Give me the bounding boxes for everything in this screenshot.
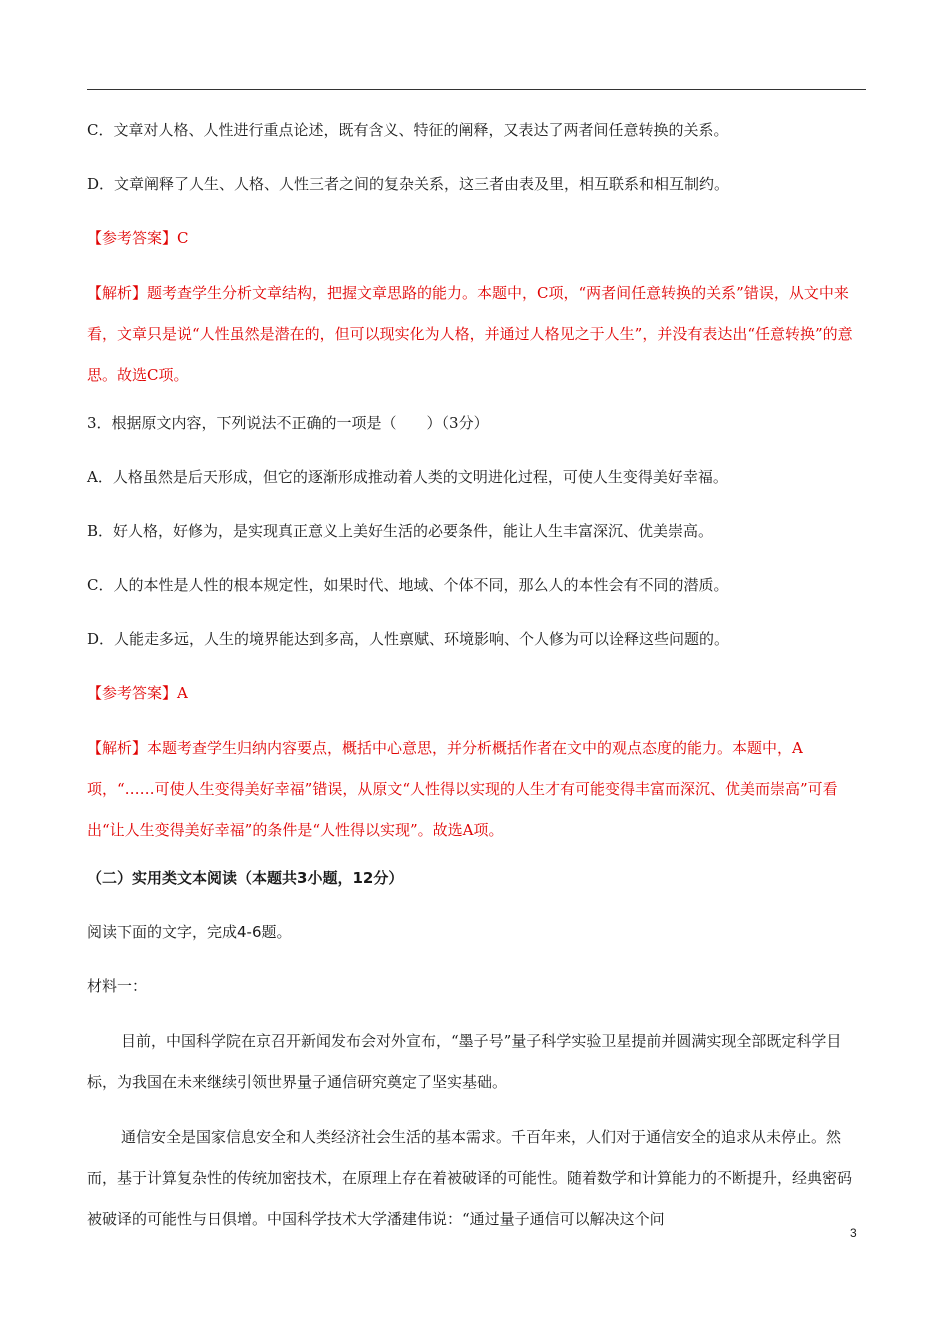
- material-label: 材料一：: [87, 977, 148, 995]
- q2-answer: 【参考答案】C: [87, 229, 189, 247]
- page-number: 3: [850, 1226, 857, 1240]
- section-heading: （二）实用类文本阅读（本题共3小题，12分）: [87, 869, 404, 887]
- q3-analysis: 【解析】本题考查学生归纳内容要点，概括中心意思，并分析概括作者在文中的观点态度的能力。本题中，A项，“……可使人生变得美好幸福”错误，从原文“人性得以实现的人生才有可能变得丰富而深沉、优美而崇高”可看出“让人生变得美好幸福”的条件是“人性得以实现”。故选A项。: [87, 739, 838, 839]
- q3-answer: 【参考答案】A: [87, 684, 188, 702]
- material-paragraph-2: 通信安全是国家信息安全和人类经济社会生活的基本需求。千百年来，人们对于通信安全的追求从未停止。然而，基于计算复杂性的传统加密技术，在原理上存在着被破译的可能性。随着数学和计算能力的不断提升，经典密码被破译的可能性与日俱增。中国科学技术大学潘建伟说：“通过量子通信可以解决这个问: [87, 1128, 853, 1228]
- material-paragraph-1: 目前，中国科学院在京召开新闻发布会对外宣布，“墨子号”量子科学实验卫星提前并圆满实现全部既定科学目标，为我国在未来继续引领世界量子通信研究奠定了坚实基础。: [87, 1032, 842, 1091]
- header-rule: [87, 89, 866, 90]
- q3-option-b: B．好人格，好修为，是实现真正意义上美好生活的必要条件，能让人生丰富深沉、优美崇高。: [87, 522, 714, 540]
- q3-option-c: C．人的本性是人性的根本规定性，如果时代、地域、个体不同，那么人的本性会有不同的潜质。: [87, 576, 729, 594]
- section-instruction: 阅读下面的文字，完成4-6题。: [87, 923, 292, 941]
- q3-option-a: A．人格虽然是后天形成，但它的逐渐形成推动着人类的文明进化过程，可使人生变得美好幸福。: [87, 468, 728, 486]
- q3-option-d: D．人能走多远，人生的境界能达到多高，人性禀赋、环境影响、个人修为可以诠释这些问题的。: [87, 630, 730, 648]
- q2-option-c: C．文章对人格、人性进行重点论述，既有含义、特征的阐释，又表达了两者间任意转换的关系。: [87, 121, 729, 139]
- q3-stem: 3．根据原文内容，下列说法不正确的一项是（ ）（3分）: [87, 414, 489, 432]
- q2-analysis: 【解析】题考查学生分析文章结构，把握文章思路的能力。本题中，C项，“两者间任意转换的关系”错误，从文中来看，文章只是说“人性虽然是潜在的，但可以现实化为人格，并通过人格见之于人生”，并没有表达出“任意转换”的意思。故选C项。: [87, 284, 853, 384]
- q2-option-d: D．文章阐释了人生、人格、人性三者之间的复杂关系，这三者由表及里，相互联系和相互制约。: [87, 175, 730, 193]
